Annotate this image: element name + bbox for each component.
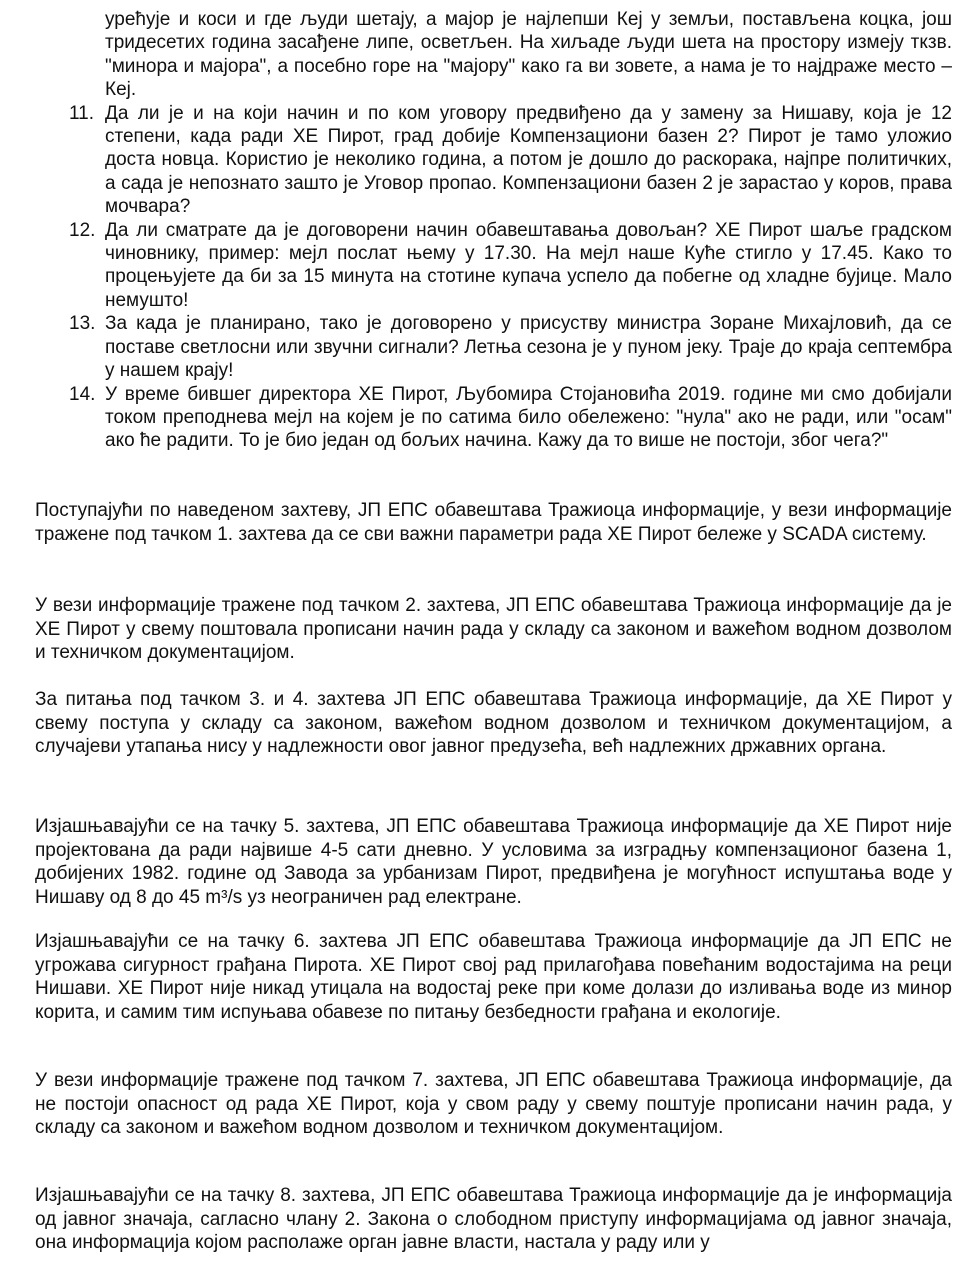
response-paragraph-points-3-4: За питања под тачком 3. и 4. захтева ЈП ЕПС обавештава Тражиоца информације, да ХЕ Пирот у свему поступа у складу са законом, важећом водном дозволом и техничком документацијом, а случајеви утапања нису у надлежности овог јавног предузећа, већ надлежних државних органа. xyxy=(35,689,952,758)
list-item-text: Да ли је и на који начин и по ком уговору предвиђено да у замену за Нишаву, која је 12 степени, када ради ХЕ Пирот, град добије Компензациони базен 2? Пирот је тамо уложио доста новца. Користио је неколико година, а потом је дошло до раскорака, најпре политичких, а сада је непознато зашто је Уговор пропао. Компензациони базен 2 је зарастао у коров, права мочвара? xyxy=(105,102,952,218)
list-item-number: 11. xyxy=(69,102,95,124)
response-paragraph-point-2: У вези информације тражене под тачком 2. захтева, ЈП ЕПС обавештава Тражиоца информације да је ХЕ Пирот у свему поштовала прописани начин рада у складу са законом и важећом водном дозволом и техничком документацијом. xyxy=(35,595,952,664)
list-item-13 xyxy=(0,312,952,382)
response-paragraph-point-5: Изјашњавајући се на тачку 5. захтева, ЈП ЕПС обавештава Тражиоца информације да ХЕ Пирот није пројектована да ради највише 4-5 сати дневно. У условима за изградњу компензационог базена 1, добијених 1982. године од Завода за урбанизам Пирот, предвиђена је могућност испуштања воде у Нишаву од 8 до 45 m³/s уз неограничен рад електране. xyxy=(35,816,952,908)
list-item-number: 13. xyxy=(69,313,96,335)
list-item-continuation xyxy=(0,8,952,102)
response-paragraph-point-1: Поступајући по наведеном захтеву, ЈП ЕПС обавештава Тражиоца информације, у вези информације тражене под тачком 1. захтева да се сви важни параметри рада ХЕ Пирот бележе у SCADA систему. xyxy=(35,500,952,545)
response-paragraph-point-7: У вези информације тражене под тачком 7. захтева, ЈП ЕПС обавештава Тражиоца информације, да не постоји опасност од рада ХЕ Пирот, која у свом раду у свему поштује прописани начин рада, у складу са законом и важећом водном дозволом и техничком документацијом. xyxy=(35,1070,952,1139)
list-item-text: У време бившег директора ХЕ Пирот, Љубомира Стојановића 2019. године ми смо добијали током преподнева мејл на којем је по сатима било обележено: "нула" ако не ради, или "осам" ако ће радити. То је био један од бољих начина. Кажу да то више не постоји, због чега?" xyxy=(105,383,952,452)
list-item-text: За када је планирано, тако је договорено у присуству министра Зоране Михајловић, да се поставе светлосни или звучни сигнали? Летња сезона је у пуном јеку. Траје до краја септембра у нашем крају! xyxy=(105,313,952,382)
list-item-number: 12. xyxy=(69,219,96,241)
list-item-14 xyxy=(0,383,952,453)
list-item-text: Да ли сматрате да је договорени начин обавештавања довољан? ХЕ Пирот шаље градском чиновнику, пример: мејл послат њему у 17.30. На мејл наше Куће стигло у 17.45. Како то процењујете да би за 15 минута на стотине купача успело да побегне од хладне бујице. Мало немушто! xyxy=(105,219,952,311)
list-item-number: 14. xyxy=(69,383,96,405)
list-item-12 xyxy=(0,219,952,313)
response-paragraph-point-8: Изјашњавајући се на тачку 8. захтева, ЈП ЕПС обавештава Тражиоца информације да је информација од јавног значаја, сагласно члану 2. Закона о слободном приступу информацијама од јавног значаја, она информација којом располаже орган јавне власти, настала у раду или у xyxy=(35,1185,952,1254)
list-item-text: урећује и коси и где људи шетају, а мајор је најлепши Кеј у земљи, постављена коцка, још тридесетих година засађене липе, осветљен. На хиљаде људи шета на простору измеју ткзв. "минора и мајора", а посебно горе на "мајору" како га ви зовете, а нама је то најдраже место – Кеј. xyxy=(105,9,952,101)
list-item-11 xyxy=(0,102,952,219)
response-paragraph-point-6: Изјашњавајући се на тачку 6. захтева ЈП ЕПС обавештава Тражиоца информације да ЈП ЕПС не угрожава сигурност грађана Пирота. ХЕ Пирот свој рад прилагођава повећаним водостајима на реци Нишави. ХЕ Пирот није никад утицала на водостај реке при коме долази до изливања воде из минор корита, и самим тим испуњава обавезе по питању безбедности грађана и екологије. xyxy=(35,931,952,1023)
numbered-question-list xyxy=(0,8,979,453)
